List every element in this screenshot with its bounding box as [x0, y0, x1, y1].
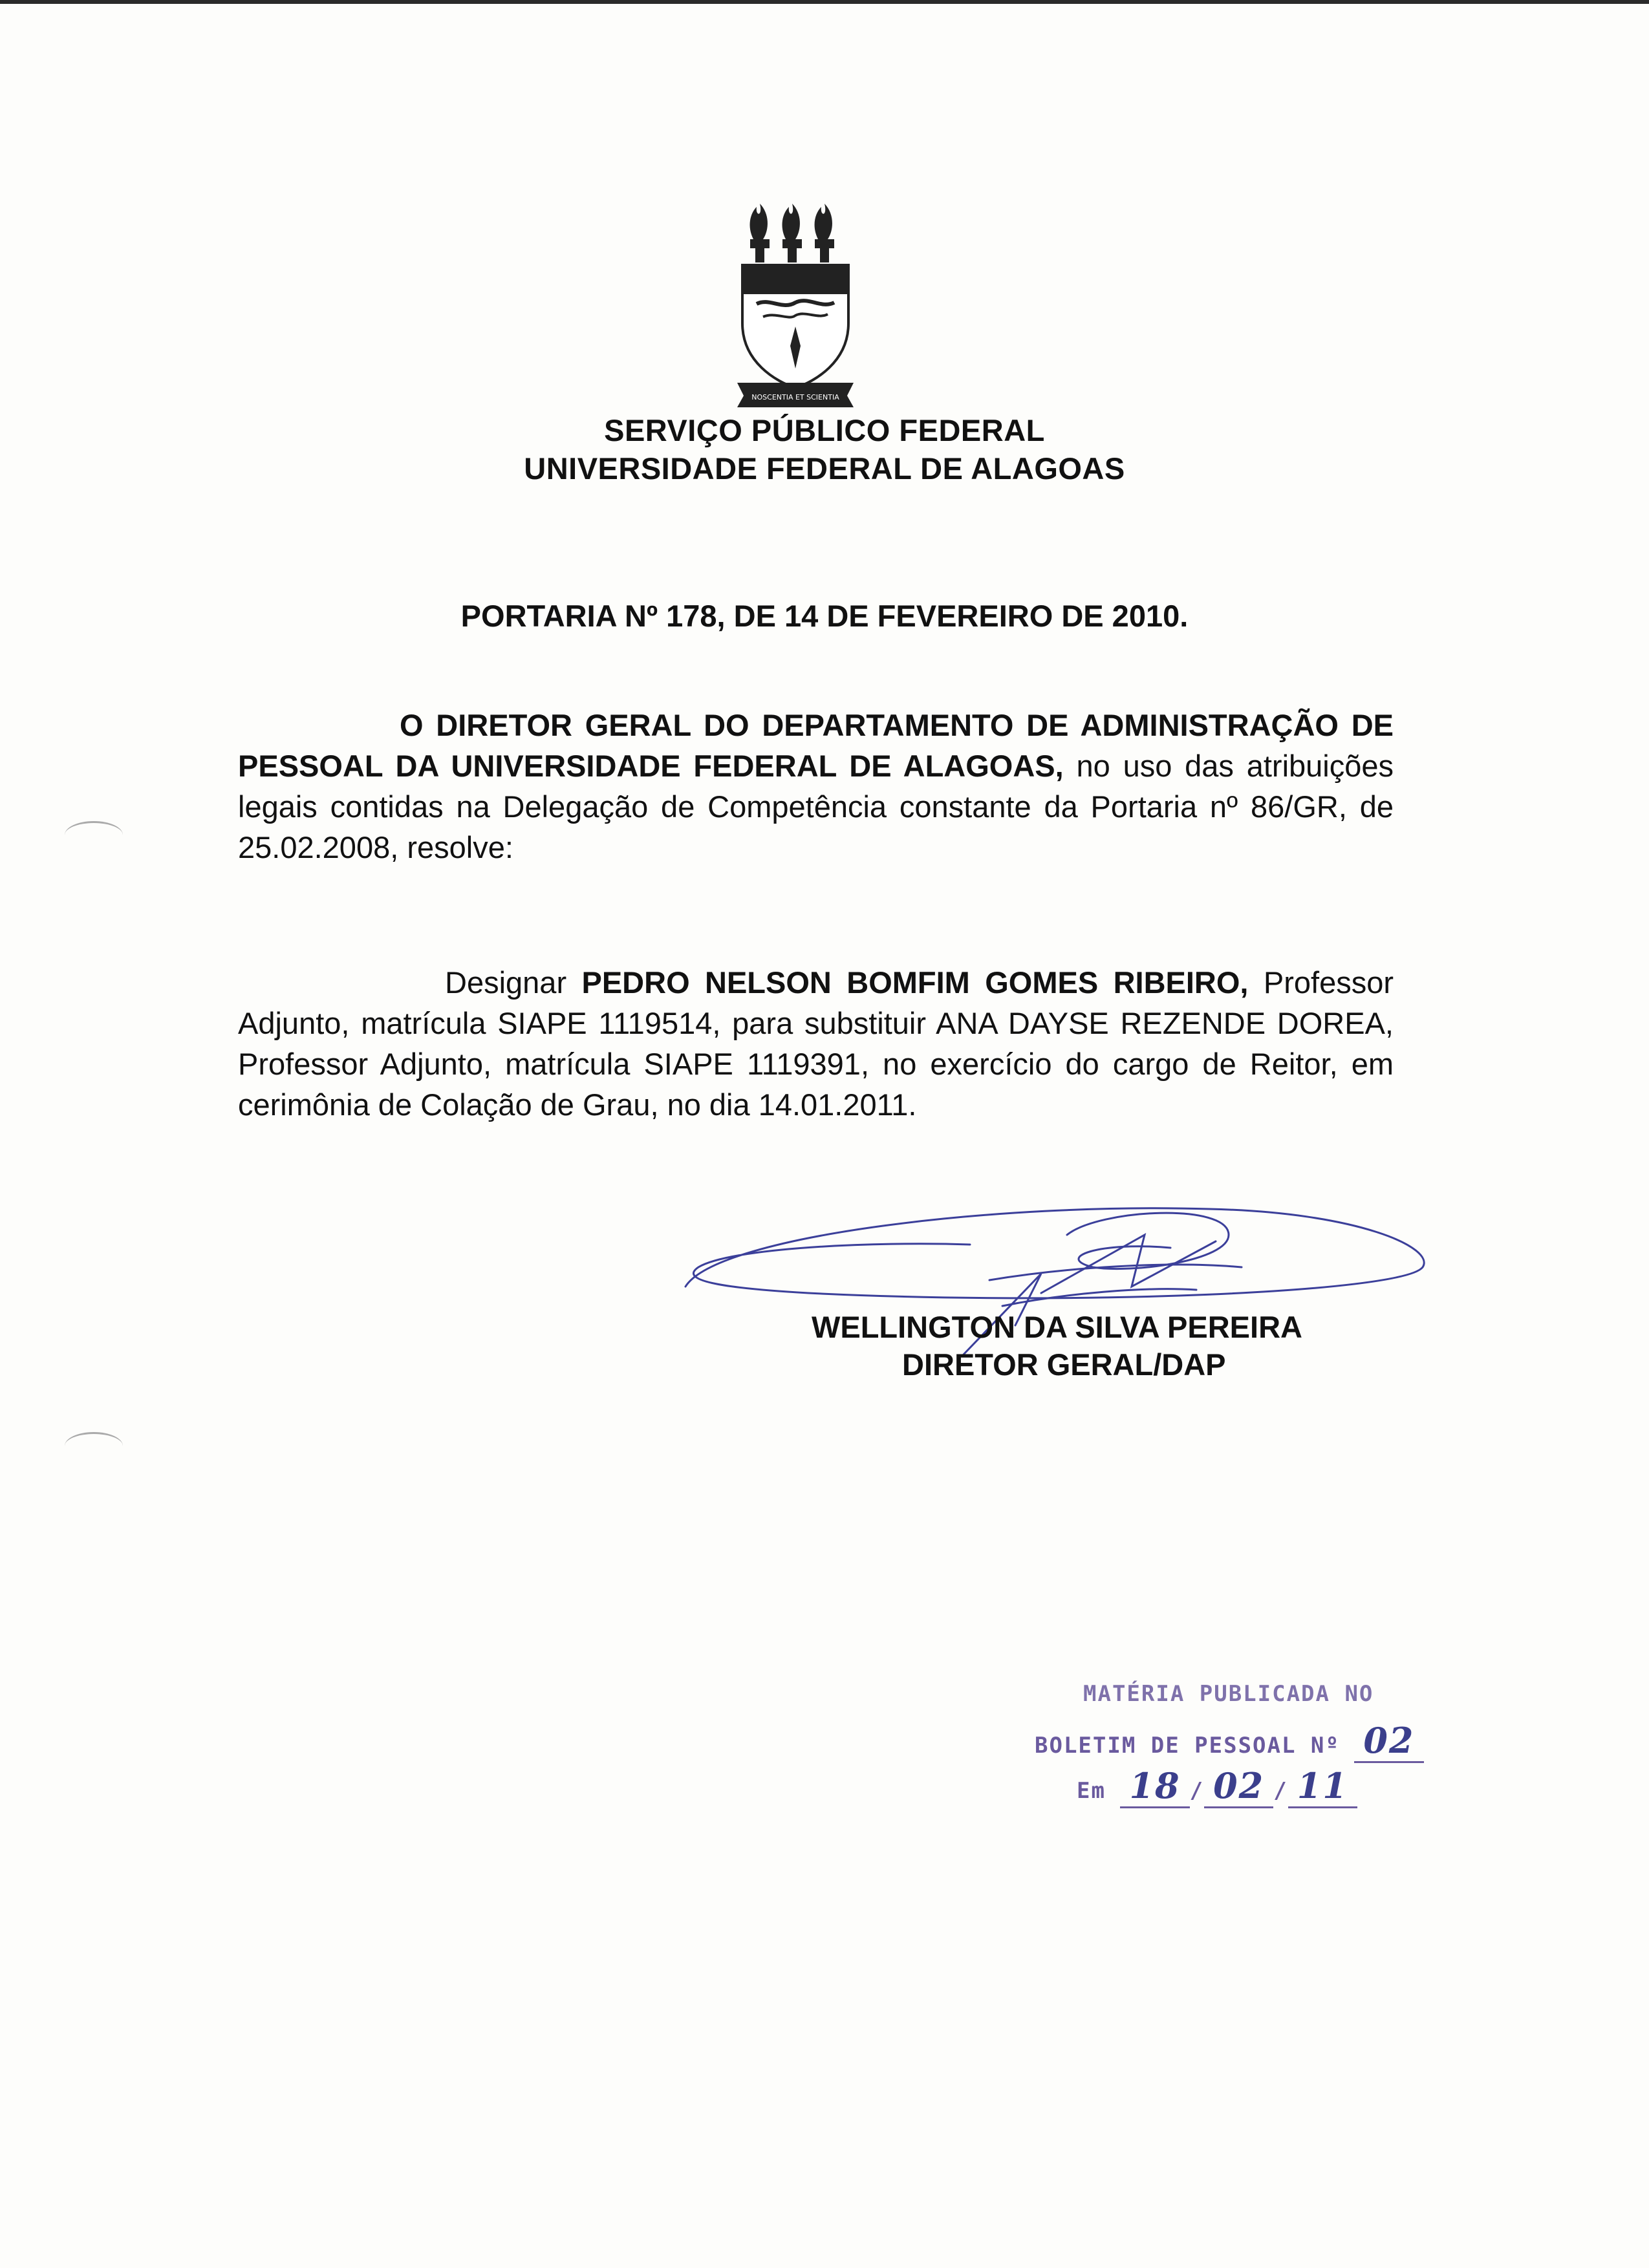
signatory-name: WELLINGTON DA SILVA PEREIRA: [812, 1310, 1302, 1344]
stamp-date-month: 02: [1204, 1765, 1273, 1808]
preamble-text: no uso das atribuições legais contidas na Delegação de Competência constante da Portaria nº 86/GR, de 25.02.2008, resolve:: [238, 749, 1394, 864]
stamp-line-3: Em 18 / 02 / 11: [1077, 1765, 1357, 1808]
stamp-date-year: 11: [1288, 1765, 1357, 1808]
header-line-1: SERVIÇO PÚBLICO FEDERAL: [604, 413, 1045, 447]
stamp-bulletin-label: BOLETIM DE PESSOAL Nº: [1035, 1733, 1340, 1759]
signatory-title: DIRETOR GERAL/DAP: [902, 1347, 1226, 1382]
stamp-line-1: MATÉRIA PUBLICADA NO: [1083, 1681, 1374, 1707]
page-top-edge: [0, 0, 1649, 4]
university-coat-of-arms-icon: [731, 194, 860, 407]
designated-name: PEDRO NELSON BOMFIM GOMES RIBEIRO,: [581, 965, 1249, 1000]
publication-stamp: [1028, 1668, 1449, 1823]
punch-hole-mark: [65, 821, 123, 849]
stamp-line-2: [1035, 1720, 1424, 1763]
punch-hole-mark: [65, 1432, 123, 1460]
resolution-verb: Designar: [445, 965, 582, 1000]
resolution-text: Professor Adjunto, matrícula SIAPE 1119514, para substituir ANA DAYSE REZENDE DOREA, Professor Adjunto, matrícula SIAPE 1119391, no exercício do cargo de Reitor, em cerimônia de Colação de Grau, no dia 14.01.2011.: [238, 965, 1394, 1122]
resolution-paragraph: [238, 962, 1394, 1125]
document-title: PORTARIA Nº 178, DE 14 DE FEVEREIRO DE 2010.: [460, 599, 1189, 633]
stamp-date-day: 18: [1120, 1765, 1189, 1808]
header-line-2: UNIVERSIDADE FEDERAL DE ALAGOAS: [524, 451, 1125, 486]
svg-text:NOSCENTIA ET SCIENTIA: NOSCENTIA ET SCIENTIA: [751, 393, 839, 401]
stamp-bulletin-number: 02: [1354, 1720, 1423, 1763]
stamp-date-label: Em: [1077, 1778, 1106, 1804]
preamble-bold: O DIRETOR GERAL DO DEPARTAMENTO DE ADMINISTRAÇÃO DE PESSOAL DA UNIVERSIDADE FEDERAL DE ALAGOAS,: [238, 708, 1394, 783]
preamble-paragraph: [238, 705, 1394, 868]
